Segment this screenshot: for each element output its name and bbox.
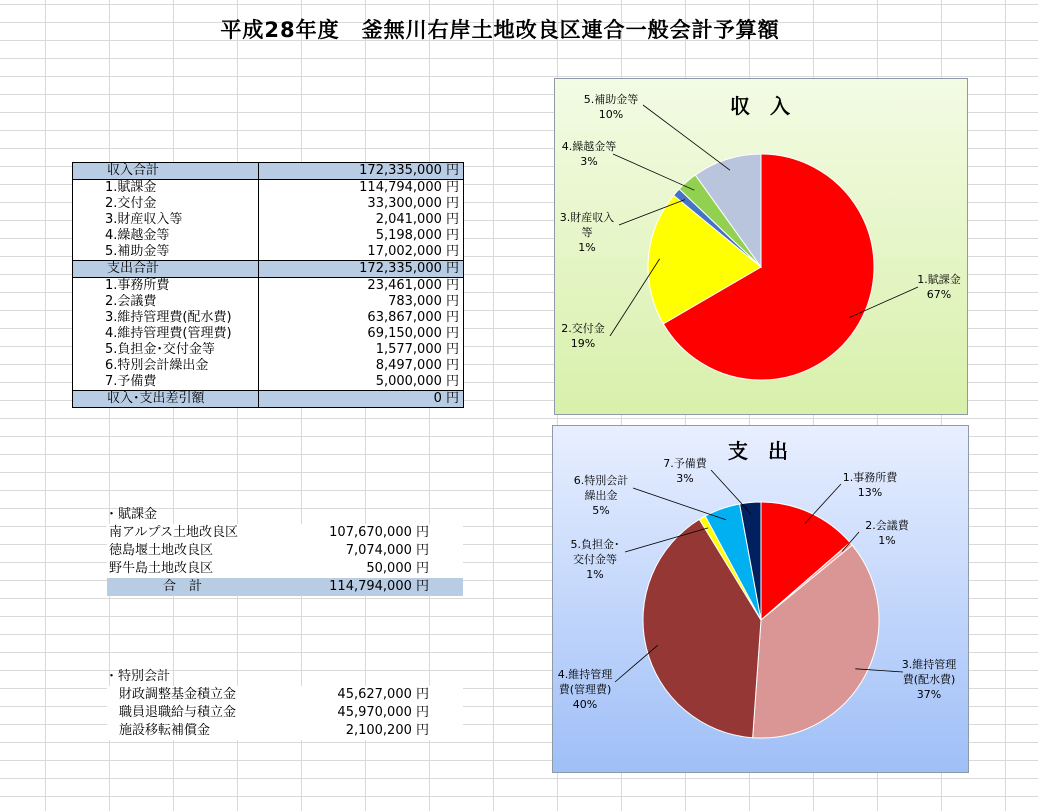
chart-title: 収 入 <box>730 94 790 118</box>
pie-percent: 19% <box>570 337 596 350</box>
income-pie-chart <box>555 79 967 414</box>
pie-label: 費(管理費) <box>558 683 612 696</box>
leader-line <box>643 105 730 170</box>
pie-label: 6.特別会計 <box>573 474 629 487</box>
pie-percent: 1% <box>878 534 896 547</box>
fukakin-row-label: 徳島堰土地改良区 <box>109 543 214 558</box>
fukakin-row <box>107 560 463 578</box>
pie-label: 5.負担金･ <box>570 538 620 551</box>
special-account-heading: ・特別会計 <box>105 669 171 684</box>
budget-row-value: 17,002,000 円 <box>259 244 464 261</box>
pie-label: 費(配水費) <box>902 673 956 686</box>
pie-label: 1.賦課金 <box>917 273 961 286</box>
fukakin-row-value: 50,000 円 <box>366 561 429 576</box>
budget-row-label: 1.賦課金 <box>73 180 259 197</box>
pie-percent: 40% <box>572 698 598 711</box>
budget-row-value: 33,300,000 円 <box>259 196 464 212</box>
pie-percent: 67% <box>926 288 952 301</box>
budget-row-label: 5.補助金等 <box>73 244 259 261</box>
budget-row-label: 3.維持管理費(配水費) <box>73 310 259 326</box>
special-account-row <box>107 704 463 722</box>
fukakin-row-label: 南アルプス土地改良区 <box>109 525 238 540</box>
pie-label: 等 <box>581 226 593 239</box>
budget-row-value: 783,000 円 <box>259 294 464 310</box>
budget-row <box>73 358 464 374</box>
budget-row-value: 0 円 <box>259 391 464 408</box>
special-account-row-value: 2,100,200 円 <box>345 723 429 738</box>
pie-percent: 13% <box>857 486 883 499</box>
special-account-row-label: 施設移転補償金 <box>119 723 211 738</box>
special-account-row-value: 45,970,000 円 <box>337 705 429 720</box>
budget-row-label: 4.維持管理費(管理費) <box>73 326 259 342</box>
pie-percent: 10% <box>598 108 624 121</box>
pie-label: 繰出金 <box>584 489 618 502</box>
budget-row-value: 8,497,000 円 <box>259 358 464 374</box>
expense-chart-panel[interactable] <box>552 425 969 773</box>
fukakin-row-value: 107,670,000 円 <box>329 525 429 540</box>
pie-percent: 3% <box>676 472 694 485</box>
pie-percent: 37% <box>916 688 942 701</box>
pie-label: 3.財産収入 <box>559 211 615 224</box>
fukakin-row <box>107 542 463 560</box>
budget-row-label: 4.繰越金等 <box>73 228 259 244</box>
budget-row-label: 収入合計 <box>73 163 259 180</box>
pie-label: 2.会議費 <box>865 519 909 532</box>
budget-row-value: 5,000,000 円 <box>259 374 464 391</box>
budget-row-label: 2.会議費 <box>73 294 259 310</box>
budget-row <box>73 196 464 212</box>
chart-title: 支 出 <box>728 439 788 463</box>
budget-row-value: 114,794,000 円 <box>259 180 464 197</box>
pie-percent: 5% <box>592 504 610 517</box>
budget-row <box>73 278 464 295</box>
budget-row-label: 収入･支出差引額 <box>73 391 259 408</box>
special-account-row <box>107 722 463 740</box>
fukakin-total <box>107 578 463 596</box>
fukakin-heading: ・賦課金 <box>105 507 158 522</box>
budget-row-label: 6.特別会計繰出金 <box>73 358 259 374</box>
fukakin-total-label: 合 計 <box>163 579 203 594</box>
special-account-row-label: 財政調整基金積立金 <box>119 687 237 702</box>
special-account-row <box>107 686 463 704</box>
fukakin-row-label: 野牛島土地改良区 <box>109 561 214 576</box>
pie-label: 2.交付金 <box>561 322 605 335</box>
budget-row-value: 172,335,000 円 <box>259 261 464 278</box>
budget-row <box>73 391 464 408</box>
pie-label: 1.事務所費 <box>842 471 898 484</box>
pie-percent: 1% <box>586 568 604 581</box>
budget-row <box>73 374 464 391</box>
special-account-breakdown <box>107 668 463 740</box>
budget-row <box>73 294 464 310</box>
budget-row-value: 172,335,000 円 <box>259 163 464 180</box>
fukakin-total-value: 114,794,000 円 <box>329 579 429 594</box>
budget-row <box>73 342 464 358</box>
page-title: 平成28年度 釜無川右岸土地改良区連合一般会計予算額 <box>220 18 780 42</box>
budget-row <box>73 180 464 197</box>
budget-row-value: 2,041,000 円 <box>259 212 464 228</box>
budget-row-value: 69,150,000 円 <box>259 326 464 342</box>
budget-row-label: 2.交付金 <box>73 196 259 212</box>
pie-percent: 3% <box>580 155 598 168</box>
leader-line <box>805 484 841 523</box>
special-account-row-value: 45,627,000 円 <box>337 687 429 702</box>
income-chart-panel[interactable] <box>554 78 968 415</box>
pie-label: 交付金等 <box>573 553 617 566</box>
pie-label: 7.予備費 <box>663 457 707 470</box>
pie-label: 4.繰越金等 <box>561 140 617 153</box>
pie-percent: 1% <box>578 241 596 254</box>
budget-row-label: 支出合計 <box>73 261 259 278</box>
budget-row <box>73 212 464 228</box>
fukakin-row-value: 7,074,000 円 <box>345 543 429 558</box>
budget-row-value: 1,577,000 円 <box>259 342 464 358</box>
fukakin-breakdown <box>107 506 463 596</box>
budget-table <box>72 162 464 408</box>
budget-row <box>73 326 464 342</box>
budget-row <box>73 261 464 278</box>
budget-row <box>73 310 464 326</box>
leader-line <box>633 488 726 520</box>
budget-row-value: 23,461,000 円 <box>259 278 464 295</box>
budget-row <box>73 228 464 244</box>
expense-pie-chart <box>553 426 968 772</box>
special-account-row-label: 職員退職給与積立金 <box>119 705 237 720</box>
budget-row-value: 63,867,000 円 <box>259 310 464 326</box>
pie-label: 5.補助金等 <box>583 93 639 106</box>
budget-row-label: 1.事務所費 <box>73 278 259 295</box>
budget-row <box>73 244 464 261</box>
pie-label: 4.維持管理 <box>557 668 613 681</box>
pie-label: 3.維持管理 <box>901 658 957 671</box>
leader-line <box>613 154 694 190</box>
budget-row-value: 5,198,000 円 <box>259 228 464 244</box>
fukakin-row <box>107 524 463 542</box>
budget-row-label: 5.負担金･交付金等 <box>73 342 259 358</box>
budget-row-label: 7.予備費 <box>73 374 259 391</box>
budget-row-label: 3.財産収入等 <box>73 212 259 228</box>
budget-row <box>73 163 464 180</box>
